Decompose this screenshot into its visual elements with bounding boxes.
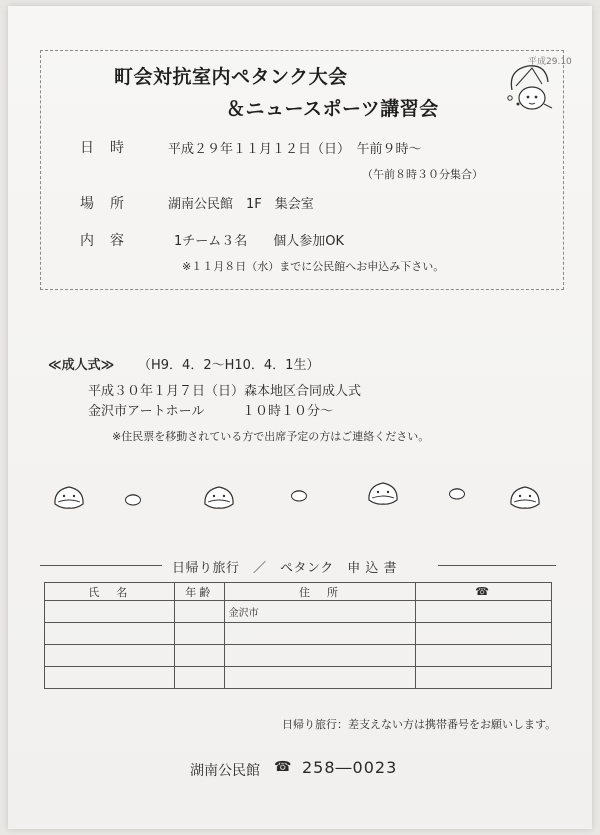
title-line2: ＆ニュースポーツ講習会 [226,98,439,120]
address-cell[interactable] [224,645,416,667]
table-row [45,623,552,645]
bun-icon [290,488,308,502]
bun-icon [448,486,466,500]
application-form-table [44,582,552,689]
ceremony-place: 金沢市アートホール [88,404,205,419]
phone-icon: ☎ [274,759,292,775]
form-title-rule-right [438,565,556,566]
form-title-rule-left [40,565,162,566]
place-label: 場所 [80,196,140,212]
mascot-illustration-icon [498,60,558,116]
chestnut-face-icon [508,484,542,512]
phone-cell[interactable] [416,645,552,667]
content-label: 内容 [80,233,140,249]
name-cell[interactable] [45,645,175,667]
content-value: 1チーム３名 個人参加OK [174,234,345,249]
table-header-row [45,583,552,601]
phone-cell[interactable] [416,601,552,623]
age-cell[interactable] [174,645,224,667]
footer-phone: 258―0023 [302,758,398,777]
table-row [45,667,552,689]
column-header-address: 住 所 [224,583,416,601]
ceremony-time: １０時１０分～ [242,404,334,419]
name-cell[interactable] [45,601,175,623]
date-label: 日時 [80,140,140,156]
form-title: 日帰り旅行 ／ ペタンク 申 込 書 [172,561,398,576]
chestnut-face-icon [52,484,86,512]
age-cell[interactable] [174,667,224,689]
column-header-phone: ☎ [416,583,552,601]
name-cell[interactable] [45,667,175,689]
ceremony-note: ※住民票を移動されている方で出席予定の方はご連絡ください。 [112,430,430,443]
place-value: 湖南公民館 1F 集会室 [168,197,314,212]
form-note: 日帰り旅行：差支えない方は携帯番号をお願いします。 [282,718,557,731]
deadline-note: ※１１月８日（水）までに公民館へお申込み下さい。 [182,260,445,273]
bun-icon [124,492,142,506]
age-cell[interactable] [174,623,224,645]
ceremony-line1: 平成３０年１月７日（日）森本地区合同成人式 [88,384,362,399]
name-cell[interactable] [45,623,175,645]
ceremony-heading: ≪成人式≫ [48,358,115,373]
chestnut-face-icon [366,480,400,508]
title-line1: 町会対抗室内ペタンク大会 [114,66,348,88]
address-cell[interactable] [224,667,416,689]
phone-cell[interactable] [416,623,552,645]
table-row [45,645,552,667]
phone-cell[interactable] [416,667,552,689]
corner-mark: 平成29.10 [528,57,572,67]
date-value: 平成２９年１１月１２日（日） 午前９時～ [168,142,422,157]
chestnut-face-icon [202,484,236,512]
address-cell[interactable]: 金沢市 [224,601,416,623]
address-cell[interactable] [224,623,416,645]
table-row [45,601,552,623]
date-note: （午前８時３０分集合） [362,168,483,181]
ceremony-range: （H9．4．2～H10．4．1生） [138,358,320,373]
footer-org: 湖南公民館 [190,763,260,779]
column-header-name: 氏 名 [45,583,175,601]
age-cell[interactable] [174,601,224,623]
column-header-age: 年齢 [174,583,224,601]
